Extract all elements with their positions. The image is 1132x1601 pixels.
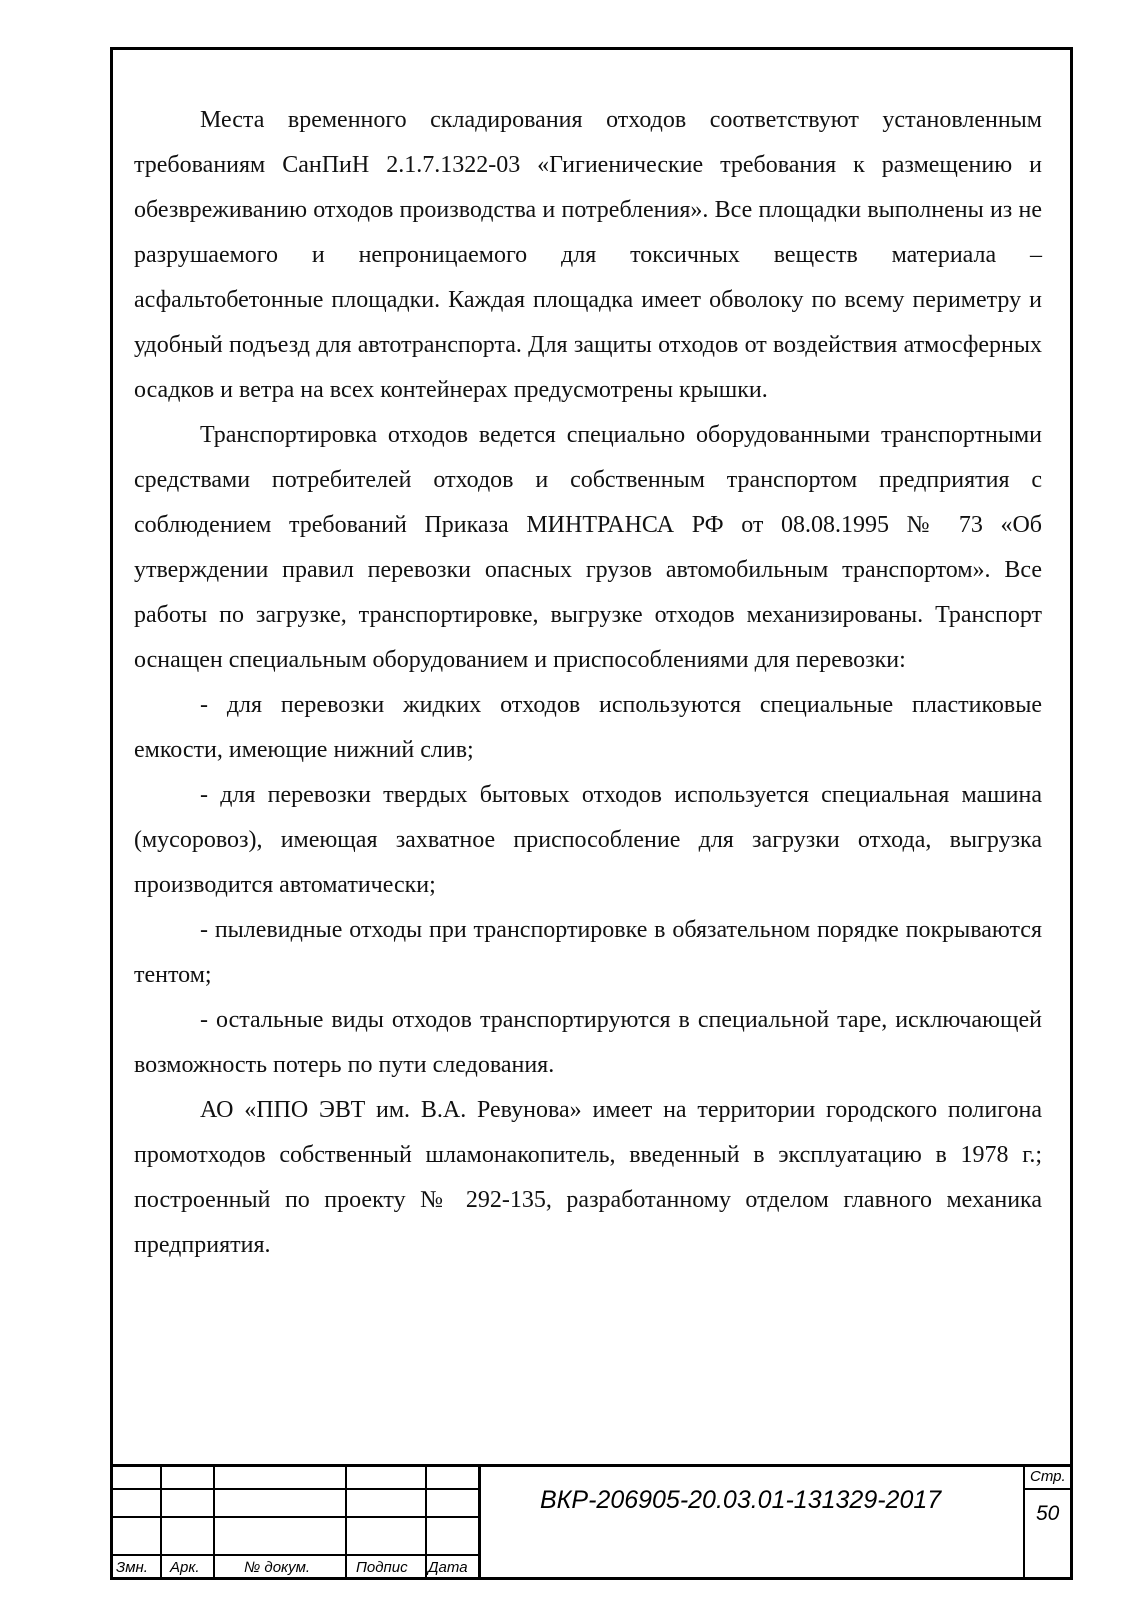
tb-col-line (213, 1464, 215, 1580)
tb-row-line (110, 1516, 478, 1518)
tb-col-line (160, 1464, 162, 1580)
tb-col-line (345, 1464, 347, 1580)
col-sign-label: Подпис (356, 1559, 408, 1576)
list-item-solid: - для перевозки твердых бытовых отходов используется специальная машина (мусоровоз), имеющая захватное приспособление для загрузки отхода, выгрузка производится автоматически; (134, 782, 1042, 898)
page-label: Стр. (1030, 1468, 1066, 1485)
col-list-label: Арк. (170, 1559, 200, 1576)
tb-row-line (110, 1488, 478, 1490)
document-body (134, 98, 1042, 1268)
paragraph-sludge: АО «ППО ЭВТ им. В.А. Ревунова» имеет на территории городского полигона промотходов собственный шламонакопитель, введенный в эксплуатацию в 1978 г.; построенный по проекту № 292-135, разработанному отделом главного механика предприятия. (134, 1097, 1042, 1258)
paragraph-transport: Транспортировка отходов ведется специально оборудованными транспортными средствами потребителей отходов и собственным транспортом предприятия с соблюдением требований Приказа МИНТРАНСА РФ от 08.08.1995 № 73 «Об утверждении правил перевозки опасных грузов автомобильным транспортом». Все работы по загрузке, транспортировке, выгрузке отходов механизированы. Транспорт оснащен специальным оборудованием и приспособлениями для перевозки: (134, 422, 1042, 673)
list-item-liquid: - для перевозки жидких отходов используются специальные пластиковые емкости, имеющие нижний слив; (134, 692, 1042, 763)
tb-col-line (425, 1464, 427, 1580)
tb-page-box-line (1023, 1488, 1073, 1490)
page-number: 50 (1036, 1502, 1060, 1525)
col-doc-label: № докум. (244, 1559, 311, 1576)
tb-page-box-line (1023, 1464, 1025, 1580)
list-item-other: - остальные виды отходов транспортируются в специальной таре, исключающей возможность потерь по пути следования. (134, 1007, 1042, 1078)
tb-top-border (110, 1464, 1073, 1467)
title-block (110, 1464, 1073, 1580)
paragraph-storage: Места временного складирования отходов соответствуют установленным требованиям СанПиН 2.1.7.1322-03 «Гигиенические требования к размещению и обезвреживанию отходов производства и потребления». Все площадки выполнены из не разрушаемого и непроницаемого для токсичных веществ материала – асфальтобетонные площадки. Каждая площадка имеет обволоку по всему периметру и удобный подъезд для автотранспорта. Для защиты отходов от воздействия атмосферных осадков и ветра на всех контейнерах предусмотрены крышки. (134, 107, 1042, 403)
list-item-dust: - пылевидные отходы при транспортировке в обязательном порядке покрываются тентом; (134, 917, 1042, 988)
tb-col-line (478, 1464, 481, 1580)
col-date-label: Дата (428, 1559, 468, 1576)
col-izm-label: Змн. (116, 1559, 148, 1576)
tb-row-line (110, 1554, 478, 1556)
document-code: ВКР-206905-20.03.01-131329-2017 (540, 1486, 942, 1514)
